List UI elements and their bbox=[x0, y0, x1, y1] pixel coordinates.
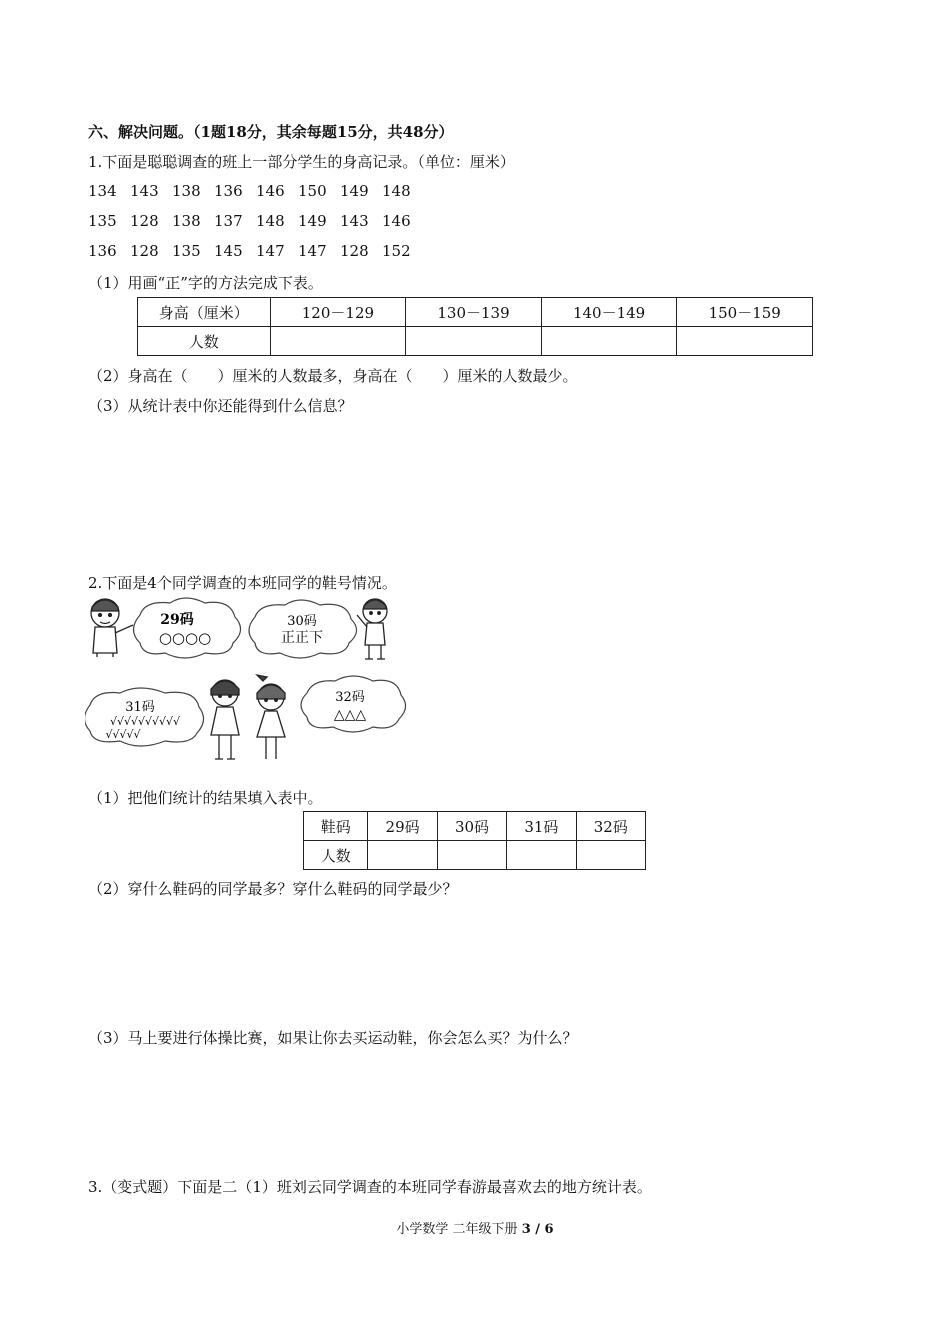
page-number: 3 bbox=[521, 1222, 531, 1237]
bubble-29 bbox=[134, 598, 241, 658]
bubble-31-label: 31码 bbox=[125, 700, 155, 715]
bubble-29-marks: ○○○○ bbox=[158, 629, 212, 647]
data-cell: 134 bbox=[88, 182, 117, 200]
data-cell: 136 bbox=[214, 182, 243, 200]
q2-sub2: （2）穿什么鞋码的同学最多？穿什么鞋码的同学最少？ bbox=[88, 880, 458, 898]
data-cell: 148 bbox=[382, 182, 411, 200]
data-cell: 138 bbox=[172, 212, 201, 230]
boy-left-figure bbox=[91, 599, 133, 657]
table-row bbox=[138, 327, 813, 356]
table-header-cell: 130－139 bbox=[406, 298, 542, 327]
data-cell: 143 bbox=[130, 182, 159, 200]
q3-intro: 3.（变式题）下面是二（1）班刘云同学调查的本班同学春游最喜欢去的地方统计表。 bbox=[88, 1178, 652, 1196]
data-cell: 128 bbox=[340, 242, 369, 260]
q1-sub3: （3）从统计表中你还能得到什么信息？ bbox=[88, 397, 353, 415]
data-cell: 150 bbox=[298, 182, 327, 200]
page-total: / 6 bbox=[530, 1222, 554, 1237]
q1-data-row-2 bbox=[88, 212, 424, 230]
answer-cell[interactable] bbox=[437, 841, 506, 870]
girl-left-figure bbox=[211, 680, 239, 759]
data-cell: 128 bbox=[130, 212, 159, 230]
shoe-size-table bbox=[303, 811, 646, 870]
data-cell: 135 bbox=[88, 212, 117, 230]
data-cell: 136 bbox=[88, 242, 117, 260]
data-cell: 145 bbox=[214, 242, 243, 260]
q2-intro: 2.下面是4个同学调查的本班同学的鞋号情况。 bbox=[88, 574, 397, 592]
table-row-label: 人数 bbox=[304, 841, 368, 870]
table-header-cell: 120－129 bbox=[270, 298, 406, 327]
data-cell: 146 bbox=[382, 212, 411, 230]
table-header-cell: 31码 bbox=[507, 812, 576, 841]
table-header-cell: 32码 bbox=[576, 812, 645, 841]
table-row bbox=[304, 812, 646, 841]
table-row bbox=[304, 841, 646, 870]
q1-intro: 1.下面是聪聪调查的班上一部分学生的身高记录。（单位：厘米） bbox=[88, 153, 515, 171]
q1-data-row-1 bbox=[88, 182, 424, 200]
shoe-survey-illustration bbox=[85, 595, 415, 770]
bubble-29-label: 29码 bbox=[160, 612, 194, 628]
bubble-31-marks-line-1: √√√√√√√√√√ bbox=[109, 715, 181, 728]
table-header-cell: 29码 bbox=[368, 812, 437, 841]
table-row bbox=[138, 298, 813, 327]
section-title: 六、解决问题。（1题18分，其余每题15分，共48分） bbox=[88, 123, 454, 141]
table-header-cell: 鞋码 bbox=[304, 812, 368, 841]
answer-cell[interactable] bbox=[677, 327, 813, 356]
table-header-cell: 30码 bbox=[437, 812, 506, 841]
data-cell: 146 bbox=[256, 182, 285, 200]
answer-cell[interactable] bbox=[541, 327, 677, 356]
data-cell: 148 bbox=[256, 212, 285, 230]
girl-right-figure bbox=[257, 675, 285, 759]
data-cell: 152 bbox=[382, 242, 411, 260]
page-footer bbox=[0, 1218, 950, 1237]
data-cell: 135 bbox=[172, 242, 201, 260]
bubble-32-marks: △△△ bbox=[333, 707, 367, 723]
data-cell: 147 bbox=[298, 242, 327, 260]
q1-sub1: （1）用画“正”字的方法完成下表。 bbox=[88, 274, 323, 292]
data-cell: 138 bbox=[172, 182, 201, 200]
answer-cell[interactable] bbox=[576, 841, 645, 870]
bubble-31-marks-line-2: √√√√√ bbox=[105, 728, 141, 741]
table-header-cell: 身高（厘米） bbox=[138, 298, 271, 327]
data-cell: 149 bbox=[340, 182, 369, 200]
answer-cell[interactable] bbox=[270, 327, 406, 356]
q1-sub2: （2）身高在（ ）厘米的人数最多，身高在（ ）厘米的人数最少。 bbox=[88, 367, 578, 385]
answer-cell[interactable] bbox=[507, 841, 576, 870]
data-cell: 137 bbox=[214, 212, 243, 230]
q2-sub3: （3）马上要进行体操比赛，如果让你去买运动鞋，你会怎么买？为什么？ bbox=[88, 1029, 578, 1047]
footer-text: 小学数学 二年级下册 bbox=[396, 1222, 518, 1237]
height-table bbox=[137, 297, 813, 356]
q1-data-row-3 bbox=[88, 242, 424, 260]
table-header-cell: 140－149 bbox=[541, 298, 677, 327]
boy-right-figure bbox=[357, 599, 387, 659]
table-header-cell: 150－159 bbox=[677, 298, 813, 327]
data-cell: 147 bbox=[256, 242, 285, 260]
data-cell: 128 bbox=[130, 242, 159, 260]
q2-sub1: （1）把他们统计的结果填入表中。 bbox=[88, 789, 323, 807]
data-cell: 149 bbox=[298, 212, 327, 230]
answer-cell[interactable] bbox=[368, 841, 437, 870]
table-row-label: 人数 bbox=[138, 327, 271, 356]
bubble-30-marks: 正正下 bbox=[281, 630, 323, 646]
bubble-32-label: 32码 bbox=[335, 690, 365, 705]
answer-cell[interactable] bbox=[406, 327, 542, 356]
bubble-30-label: 30码 bbox=[287, 614, 317, 629]
bubble-30 bbox=[249, 600, 357, 658]
data-cell: 143 bbox=[340, 212, 369, 230]
